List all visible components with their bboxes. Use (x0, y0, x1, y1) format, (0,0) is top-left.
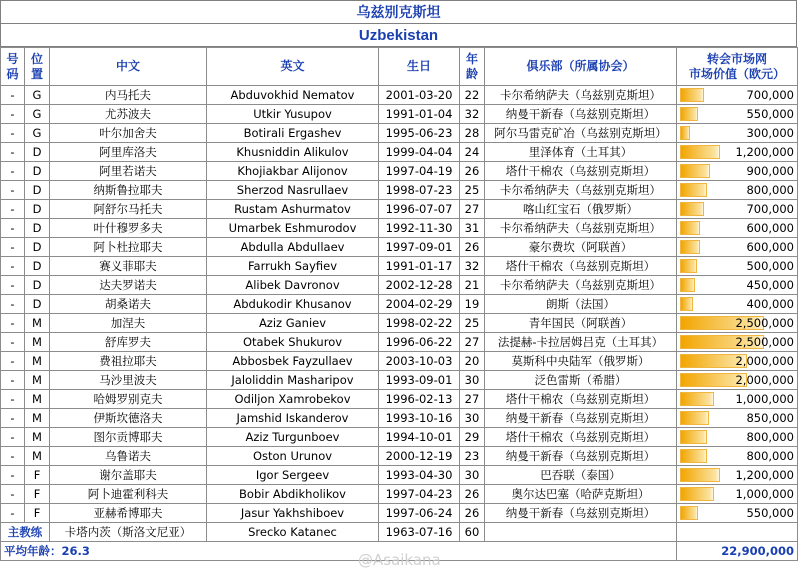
player-row (1, 428, 798, 447)
player-club: 法提赫-卡拉居姆吕克（土耳其） (485, 333, 677, 352)
player-birthdate: 1997-04-19 (379, 162, 460, 181)
player-position: D (25, 181, 50, 200)
player-club: 青年国民（阿联酋） (485, 314, 677, 333)
player-chinese-name: 叶什穆罗多夫 (50, 219, 207, 238)
player-row (1, 504, 798, 523)
player-birthdate: 1991-01-17 (379, 257, 460, 276)
market-value-bar (680, 183, 707, 197)
market-value-text: 900,000 (746, 163, 794, 178)
player-market-value (677, 162, 798, 181)
market-value-text: 2,500,000 (735, 315, 794, 330)
player-birthdate: 2001-03-20 (379, 86, 460, 105)
player-english-name: Jamshid Iskanderov (207, 409, 379, 428)
player-birthdate: 1997-04-23 (379, 485, 460, 504)
player-chinese-name: 乌鲁诺夫 (50, 447, 207, 466)
player-row (1, 447, 798, 466)
player-number: - (1, 352, 25, 371)
player-club: 里泽体育（土耳其） (485, 143, 677, 162)
player-market-value (677, 257, 798, 276)
player-birthdate: 1998-07-23 (379, 181, 460, 200)
player-club: 巴吞联（泰国） (485, 466, 677, 485)
market-value-text: 2,000,000 (735, 353, 794, 368)
header-row (1, 48, 798, 86)
player-market-value (677, 143, 798, 162)
player-birthdate: 1993-09-01 (379, 371, 460, 390)
player-market-value (677, 428, 798, 447)
player-row (1, 124, 798, 143)
player-club: 莫斯科中央陆军（俄罗斯） (485, 352, 677, 371)
player-birthdate: 1993-04-30 (379, 466, 460, 485)
player-club: 泛色雷斯（希腊） (485, 371, 677, 390)
player-age: 19 (460, 295, 485, 314)
player-position: D (25, 143, 50, 162)
player-chinese-name: 阿里若诺夫 (50, 162, 207, 181)
player-market-value (677, 124, 798, 143)
player-birthdate: 1992-11-30 (379, 219, 460, 238)
header-market-value-line1: 转会市场网 (706, 51, 767, 66)
player-market-value (677, 314, 798, 333)
market-value-text: 600,000 (746, 220, 794, 235)
player-position: M (25, 352, 50, 371)
market-value-text: 2,500,000 (735, 334, 794, 349)
player-age: 21 (460, 276, 485, 295)
player-row (1, 105, 798, 124)
player-position: D (25, 162, 50, 181)
player-market-value (677, 352, 798, 371)
player-age: 27 (460, 390, 485, 409)
player-club: 塔什干棉农（乌兹别克斯坦） (485, 390, 677, 409)
player-age: 26 (460, 162, 485, 181)
player-market-value (677, 504, 798, 523)
market-value-bar (680, 487, 714, 501)
player-number: - (1, 86, 25, 105)
player-chinese-name: 达夫罗诺夫 (50, 276, 207, 295)
player-position: M (25, 314, 50, 333)
coach-row (1, 523, 798, 542)
market-value-text: 600,000 (746, 239, 794, 254)
coach-birthdate: 1963-07-16 (379, 523, 460, 542)
header-english-name: 英文 (207, 48, 379, 86)
player-position: M (25, 371, 50, 390)
header-club: 俱乐部（所属协会） (485, 48, 677, 86)
header-chinese-name: 中文 (50, 48, 207, 86)
player-english-name: Jaloliddin Masharipov (207, 371, 379, 390)
player-club: 塔什干棉农（乌兹别克斯坦） (485, 428, 677, 447)
player-club: 纳曼干新春（乌兹别克斯坦） (485, 504, 677, 523)
player-club: 纳曼干新春（乌兹别克斯坦） (485, 447, 677, 466)
player-birthdate: 1994-10-01 (379, 428, 460, 447)
player-age: 30 (460, 466, 485, 485)
player-age: 24 (460, 143, 485, 162)
player-position: M (25, 409, 50, 428)
header-age: 年龄 (460, 48, 485, 86)
coach-chinese-name: 卡塔内茨（斯洛文尼亚） (50, 523, 207, 542)
player-chinese-name: 费祖拉耶夫 (50, 352, 207, 371)
player-age: 26 (460, 238, 485, 257)
player-position: D (25, 219, 50, 238)
player-position: F (25, 485, 50, 504)
player-row (1, 409, 798, 428)
player-rows (1, 86, 798, 523)
market-value-bar (680, 278, 695, 292)
coach-english-name: Srecko Katanec (207, 523, 379, 542)
player-club: 塔什干棉农（乌兹别克斯坦） (485, 162, 677, 181)
player-club: 卡尔希纳萨夫（乌兹别克斯坦） (485, 181, 677, 200)
player-age: 20 (460, 352, 485, 371)
player-english-name: Abdulla Abdullaev (207, 238, 379, 257)
total-market-value: 22,900,000 (677, 542, 798, 561)
market-value-text: 1,200,000 (735, 144, 794, 159)
player-market-value (677, 105, 798, 124)
player-chinese-name: 胡桑诺夫 (50, 295, 207, 314)
player-position: D (25, 257, 50, 276)
player-english-name: Abbosbek Fayzullaev (207, 352, 379, 371)
player-chinese-name: 阿舒尔马托夫 (50, 200, 207, 219)
player-english-name: Khusniddin Alikulov (207, 143, 379, 162)
player-row (1, 466, 798, 485)
market-value-text: 550,000 (746, 505, 794, 520)
player-birthdate: 1993-10-16 (379, 409, 460, 428)
market-value-text: 550,000 (746, 106, 794, 121)
coach-club-empty (485, 523, 677, 542)
player-number: - (1, 162, 25, 181)
market-value-bar (680, 107, 698, 121)
player-market-value (677, 238, 798, 257)
market-value-bar (680, 221, 700, 235)
market-value-text: 1,000,000 (735, 391, 794, 406)
player-position: G (25, 124, 50, 143)
player-position: D (25, 295, 50, 314)
player-number: - (1, 276, 25, 295)
player-market-value (677, 466, 798, 485)
player-club: 喀山红宝石（俄罗斯） (485, 200, 677, 219)
player-row (1, 86, 798, 105)
player-number: - (1, 143, 25, 162)
player-age: 23 (460, 447, 485, 466)
player-number: - (1, 428, 25, 447)
player-number: - (1, 447, 25, 466)
player-row (1, 352, 798, 371)
player-position: M (25, 447, 50, 466)
player-birthdate: 1996-07-07 (379, 200, 460, 219)
header-number: 号码 (1, 48, 25, 86)
player-row (1, 276, 798, 295)
player-position: D (25, 276, 50, 295)
player-english-name: Khojiakbar Alijonov (207, 162, 379, 181)
player-row (1, 333, 798, 352)
player-club: 阿尔马雷克矿冶（乌兹别克斯坦） (485, 124, 677, 143)
player-birthdate: 1996-02-13 (379, 390, 460, 409)
player-row (1, 200, 798, 219)
player-club: 纳曼干新春（乌兹别克斯坦） (485, 409, 677, 428)
player-number: - (1, 466, 25, 485)
player-birthdate: 1996-06-22 (379, 333, 460, 352)
player-market-value (677, 86, 798, 105)
player-row (1, 390, 798, 409)
player-chinese-name: 舒库罗夫 (50, 333, 207, 352)
player-position: M (25, 333, 50, 352)
player-row (1, 485, 798, 504)
market-value-bar (680, 468, 720, 482)
player-number: - (1, 219, 25, 238)
market-value-bar (680, 202, 704, 216)
player-english-name: Jasur Yakhshiboev (207, 504, 379, 523)
player-birthdate: 2002-12-28 (379, 276, 460, 295)
player-english-name: Rustam Ashurmatov (207, 200, 379, 219)
player-english-name: Umarbek Eshmurodov (207, 219, 379, 238)
player-age: 27 (460, 333, 485, 352)
player-row (1, 162, 798, 181)
player-club: 卡尔希纳萨夫（乌兹别克斯坦） (485, 276, 677, 295)
player-row (1, 295, 798, 314)
market-value-bar (680, 164, 710, 178)
player-age: 28 (460, 124, 485, 143)
player-club: 卡尔希纳萨夫（乌兹别克斯坦） (485, 219, 677, 238)
player-position: G (25, 105, 50, 124)
player-birthdate: 1997-06-24 (379, 504, 460, 523)
player-club: 奥尔达巴塞（哈萨克斯坦） (485, 485, 677, 504)
player-age: 26 (460, 485, 485, 504)
player-row (1, 181, 798, 200)
player-chinese-name: 哈姆罗别克夫 (50, 390, 207, 409)
player-english-name: Bobir Abdikholikov (207, 485, 379, 504)
player-number: - (1, 390, 25, 409)
player-market-value (677, 390, 798, 409)
player-age: 30 (460, 409, 485, 428)
player-age: 25 (460, 181, 485, 200)
header-market-value (677, 48, 798, 86)
market-value-bar (680, 411, 709, 425)
player-english-name: Botirali Ergashev (207, 124, 379, 143)
market-value-text: 450,000 (746, 277, 794, 292)
player-position: M (25, 390, 50, 409)
player-number: - (1, 371, 25, 390)
team-title-english: Uzbekistan (0, 24, 797, 47)
player-birthdate: 2004-02-29 (379, 295, 460, 314)
player-english-name: Igor Sergeev (207, 466, 379, 485)
market-value-text: 1,000,000 (735, 486, 794, 501)
player-market-value (677, 200, 798, 219)
market-value-text: 700,000 (746, 87, 794, 102)
player-chinese-name: 谢尔盖耶夫 (50, 466, 207, 485)
player-age: 25 (460, 314, 485, 333)
player-age: 32 (460, 105, 485, 124)
player-market-value (677, 333, 798, 352)
market-value-text: 400,000 (746, 296, 794, 311)
player-chinese-name: 图尔贡博耶夫 (50, 428, 207, 447)
player-chinese-name: 阿卜迪霍利科夫 (50, 485, 207, 504)
player-number: - (1, 200, 25, 219)
player-birthdate: 2003-10-03 (379, 352, 460, 371)
player-english-name: Abduvokhid Nematov (207, 86, 379, 105)
player-chinese-name: 赛义菲耶夫 (50, 257, 207, 276)
player-chinese-name: 阿里库洛夫 (50, 143, 207, 162)
market-value-text: 1,200,000 (735, 467, 794, 482)
player-english-name: Odiljon Xamrobekov (207, 390, 379, 409)
market-value-bar (680, 449, 707, 463)
player-row (1, 257, 798, 276)
player-english-name: Abdukodir Khusanov (207, 295, 379, 314)
player-number: - (1, 181, 25, 200)
market-value-bar (680, 392, 714, 406)
player-english-name: Alibek Davronov (207, 276, 379, 295)
player-position: M (25, 428, 50, 447)
player-english-name: Utkir Yusupov (207, 105, 379, 124)
player-english-name: Sherzod Nasrullaev (207, 181, 379, 200)
player-chinese-name: 阿卜杜拉耶夫 (50, 238, 207, 257)
player-market-value (677, 181, 798, 200)
player-english-name: Farrukh Sayfiev (207, 257, 379, 276)
average-age: 平均年龄：26.3 (1, 542, 677, 561)
market-value-bar (680, 126, 690, 140)
market-value-bar (680, 297, 693, 311)
player-age: 22 (460, 86, 485, 105)
player-number: - (1, 257, 25, 276)
player-english-name: Aziz Turgunboev (207, 428, 379, 447)
market-value-bar (680, 259, 697, 273)
header-birthdate: 生日 (379, 48, 460, 86)
player-age: 26 (460, 504, 485, 523)
market-value-bar (680, 506, 698, 520)
player-position: D (25, 238, 50, 257)
player-chinese-name: 亚赫希博耶夫 (50, 504, 207, 523)
market-value-text: 850,000 (746, 410, 794, 425)
player-chinese-name: 加涅夫 (50, 314, 207, 333)
player-number: - (1, 504, 25, 523)
player-market-value (677, 485, 798, 504)
player-position: D (25, 200, 50, 219)
player-market-value (677, 219, 798, 238)
market-value-bar (680, 145, 720, 159)
header-position: 位置 (25, 48, 50, 86)
player-age: 27 (460, 200, 485, 219)
player-market-value (677, 295, 798, 314)
player-club: 塔什干棉农（乌兹别克斯坦） (485, 257, 677, 276)
player-position: G (25, 86, 50, 105)
market-value-bar (680, 430, 707, 444)
market-value-text: 2,000,000 (735, 372, 794, 387)
player-club: 朗斯（法国） (485, 295, 677, 314)
player-age: 32 (460, 257, 485, 276)
player-age: 31 (460, 219, 485, 238)
market-value-bar (680, 88, 704, 102)
player-market-value (677, 276, 798, 295)
player-club: 豪尔费坎（阿联酋） (485, 238, 677, 257)
player-market-value (677, 409, 798, 428)
market-value-text: 500,000 (746, 258, 794, 273)
player-row (1, 238, 798, 257)
player-birthdate: 1991-01-04 (379, 105, 460, 124)
player-english-name: Otabek Shukurov (207, 333, 379, 352)
player-number: - (1, 485, 25, 504)
market-value-text: 800,000 (746, 429, 794, 444)
player-chinese-name: 内马托夫 (50, 86, 207, 105)
player-english-name: Aziz Ganiev (207, 314, 379, 333)
player-birthdate: 1999-04-04 (379, 143, 460, 162)
player-age: 30 (460, 371, 485, 390)
player-birthdate: 1998-02-22 (379, 314, 460, 333)
player-number: - (1, 105, 25, 124)
player-market-value (677, 371, 798, 390)
watermark: @Asaikana (358, 551, 441, 569)
market-value-text: 300,000 (746, 125, 794, 140)
player-chinese-name: 纳斯鲁拉耶夫 (50, 181, 207, 200)
player-number: - (1, 333, 25, 352)
player-birthdate: 2000-12-19 (379, 447, 460, 466)
coach-value-empty (677, 523, 798, 542)
player-chinese-name: 叶尔加舍夫 (50, 124, 207, 143)
player-row (1, 143, 798, 162)
player-row (1, 314, 798, 333)
squad-table (0, 47, 798, 561)
player-number: - (1, 409, 25, 428)
player-chinese-name: 马沙里波夫 (50, 371, 207, 390)
player-market-value (677, 447, 798, 466)
coach-label: 主教练 (1, 523, 50, 542)
market-value-bar (680, 240, 700, 254)
player-number: - (1, 238, 25, 257)
player-club: 卡尔希纳萨夫（乌兹别克斯坦） (485, 86, 677, 105)
player-number: - (1, 124, 25, 143)
market-value-text: 800,000 (746, 182, 794, 197)
header-market-value-line2: 市场价值（欧元） (688, 66, 785, 81)
player-birthdate: 1997-09-01 (379, 238, 460, 257)
player-row (1, 371, 798, 390)
coach-age: 60 (460, 523, 485, 542)
player-chinese-name: 尤苏波夫 (50, 105, 207, 124)
player-position: F (25, 504, 50, 523)
player-birthdate: 1995-06-23 (379, 124, 460, 143)
market-value-text: 700,000 (746, 201, 794, 216)
player-english-name: Oston Urunov (207, 447, 379, 466)
player-number: - (1, 314, 25, 333)
player-chinese-name: 伊斯坎德洛夫 (50, 409, 207, 428)
player-row (1, 219, 798, 238)
team-title-chinese: 乌兹别克斯坦 (0, 0, 797, 24)
market-value-text: 800,000 (746, 448, 794, 463)
player-position: F (25, 466, 50, 485)
player-number: - (1, 295, 25, 314)
player-age: 29 (460, 428, 485, 447)
player-club: 纳曼干新春（乌兹别克斯坦） (485, 105, 677, 124)
